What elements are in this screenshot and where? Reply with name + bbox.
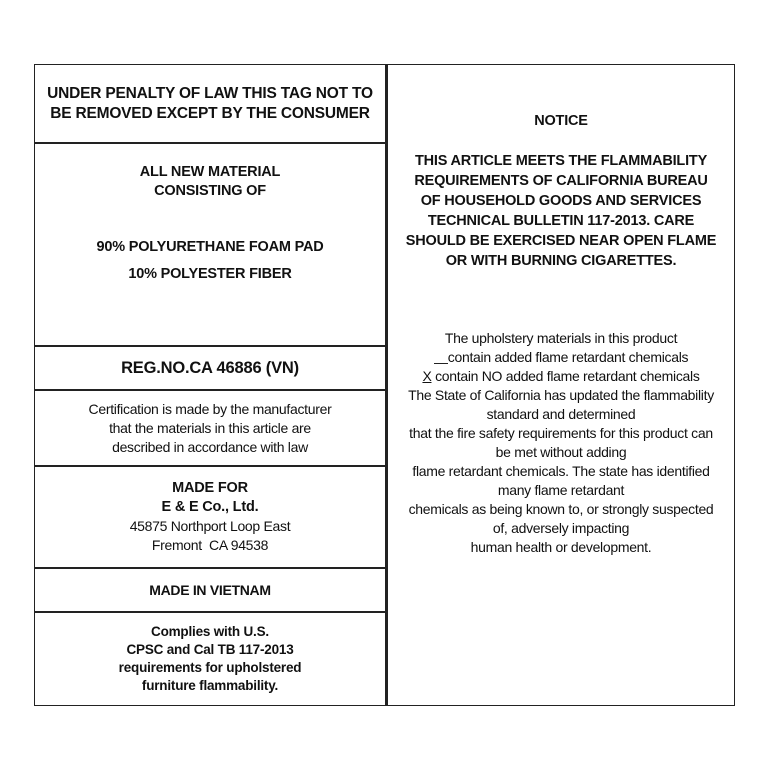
state-statement-line: chemicals as being known to, or strongly suspected: [408, 501, 714, 517]
company-name: E & E Co., Ltd.: [161, 499, 259, 515]
notice-line: REQUIREMENTS OF CALIFORNIA BUREAU: [414, 173, 708, 189]
material-heading: [140, 163, 280, 201]
made-for-label: MADE FOR: [172, 480, 248, 496]
material-item: 10% POLYESTER FIBER: [128, 266, 292, 282]
right-column: [388, 65, 734, 705]
upholstery-intro: The upholstery materials in this product: [444, 330, 678, 346]
compliance-statement: [35, 613, 385, 705]
penalty-notice-line: BE REMOVED EXCEPT BY THE CONSUMER: [50, 105, 370, 122]
certification-line: described in accordance with law: [112, 438, 308, 455]
penalty-notice: [35, 65, 385, 143]
state-statement-line: The State of California has updated the flammability: [408, 387, 714, 403]
compliance-line: CPSC and Cal TB 117-2013: [126, 642, 294, 657]
material-heading-line: ALL NEW MATERIAL: [139, 164, 281, 180]
certification-line: that the materials in this article are: [109, 419, 311, 436]
left-column: [35, 65, 385, 705]
option-contains-label: contain added flame retardant chemicals: [447, 349, 689, 365]
registration-number: REG.NO.CA 46886 (VN): [121, 358, 299, 377]
material-heading-line: CONSISTING OF: [154, 183, 266, 199]
compliance-line: requirements for upholstered: [118, 660, 302, 675]
material-item: 90% POLYURETHANE FOAM PAD: [96, 239, 324, 255]
state-statement-line: human health or development.: [470, 539, 652, 555]
state-statement-line: that the fire safety requirements for this product can: [409, 425, 713, 441]
compliance-line: furniture flammability.: [141, 678, 279, 693]
notice-line: OF HOUSEHOLD GOODS AND SERVICES: [420, 193, 702, 209]
option-not-contains: [388, 367, 734, 386]
upholstery-disclosure: [388, 329, 734, 557]
made-for-section: [35, 467, 385, 567]
penalty-notice-line: UNDER PENALTY OF LAW THIS TAG NOT TO: [47, 85, 373, 102]
notice-line: THIS ARTICLE MEETS THE FLAMMABILITY: [414, 153, 708, 169]
state-statement-line: standard and determined: [486, 406, 636, 422]
state-statement-line: many flame retardant: [497, 482, 625, 498]
notice-title: NOTICE: [534, 113, 588, 129]
state-statement-line: flame retardant chemicals. The state has identified: [412, 463, 710, 479]
option-contains: [388, 348, 734, 367]
unchecked-blank: [434, 349, 448, 364]
certification-line: Certification is made by the manufacturer: [88, 400, 332, 417]
material-section: [35, 144, 385, 345]
state-statement-line: be met without adding: [495, 444, 627, 460]
compliance-line: Complies with U.S.: [151, 624, 269, 639]
notice-line: OR WITH BURNING CIGARETTES.: [445, 253, 677, 269]
selected-x-mark: X: [422, 368, 432, 384]
address-line: Fremont CA 94538: [151, 537, 269, 553]
notice-body: [388, 151, 734, 271]
address-line: 45875 Northport Loop East: [129, 518, 291, 534]
certification-statement: [35, 391, 385, 465]
notice-line: SHOULD BE EXERCISED NEAR OPEN FLAME: [405, 233, 717, 249]
material-contents: [96, 234, 323, 288]
notice-line: TECHNICAL BULLETIN 117-2013. CARE: [427, 213, 695, 229]
state-statement-line: of, adversely impacting: [492, 520, 630, 536]
country-of-origin: MADE IN VIETNAM: [149, 581, 271, 598]
option-not-contains-label: contain NO added flame retardant chemicals: [435, 368, 700, 384]
